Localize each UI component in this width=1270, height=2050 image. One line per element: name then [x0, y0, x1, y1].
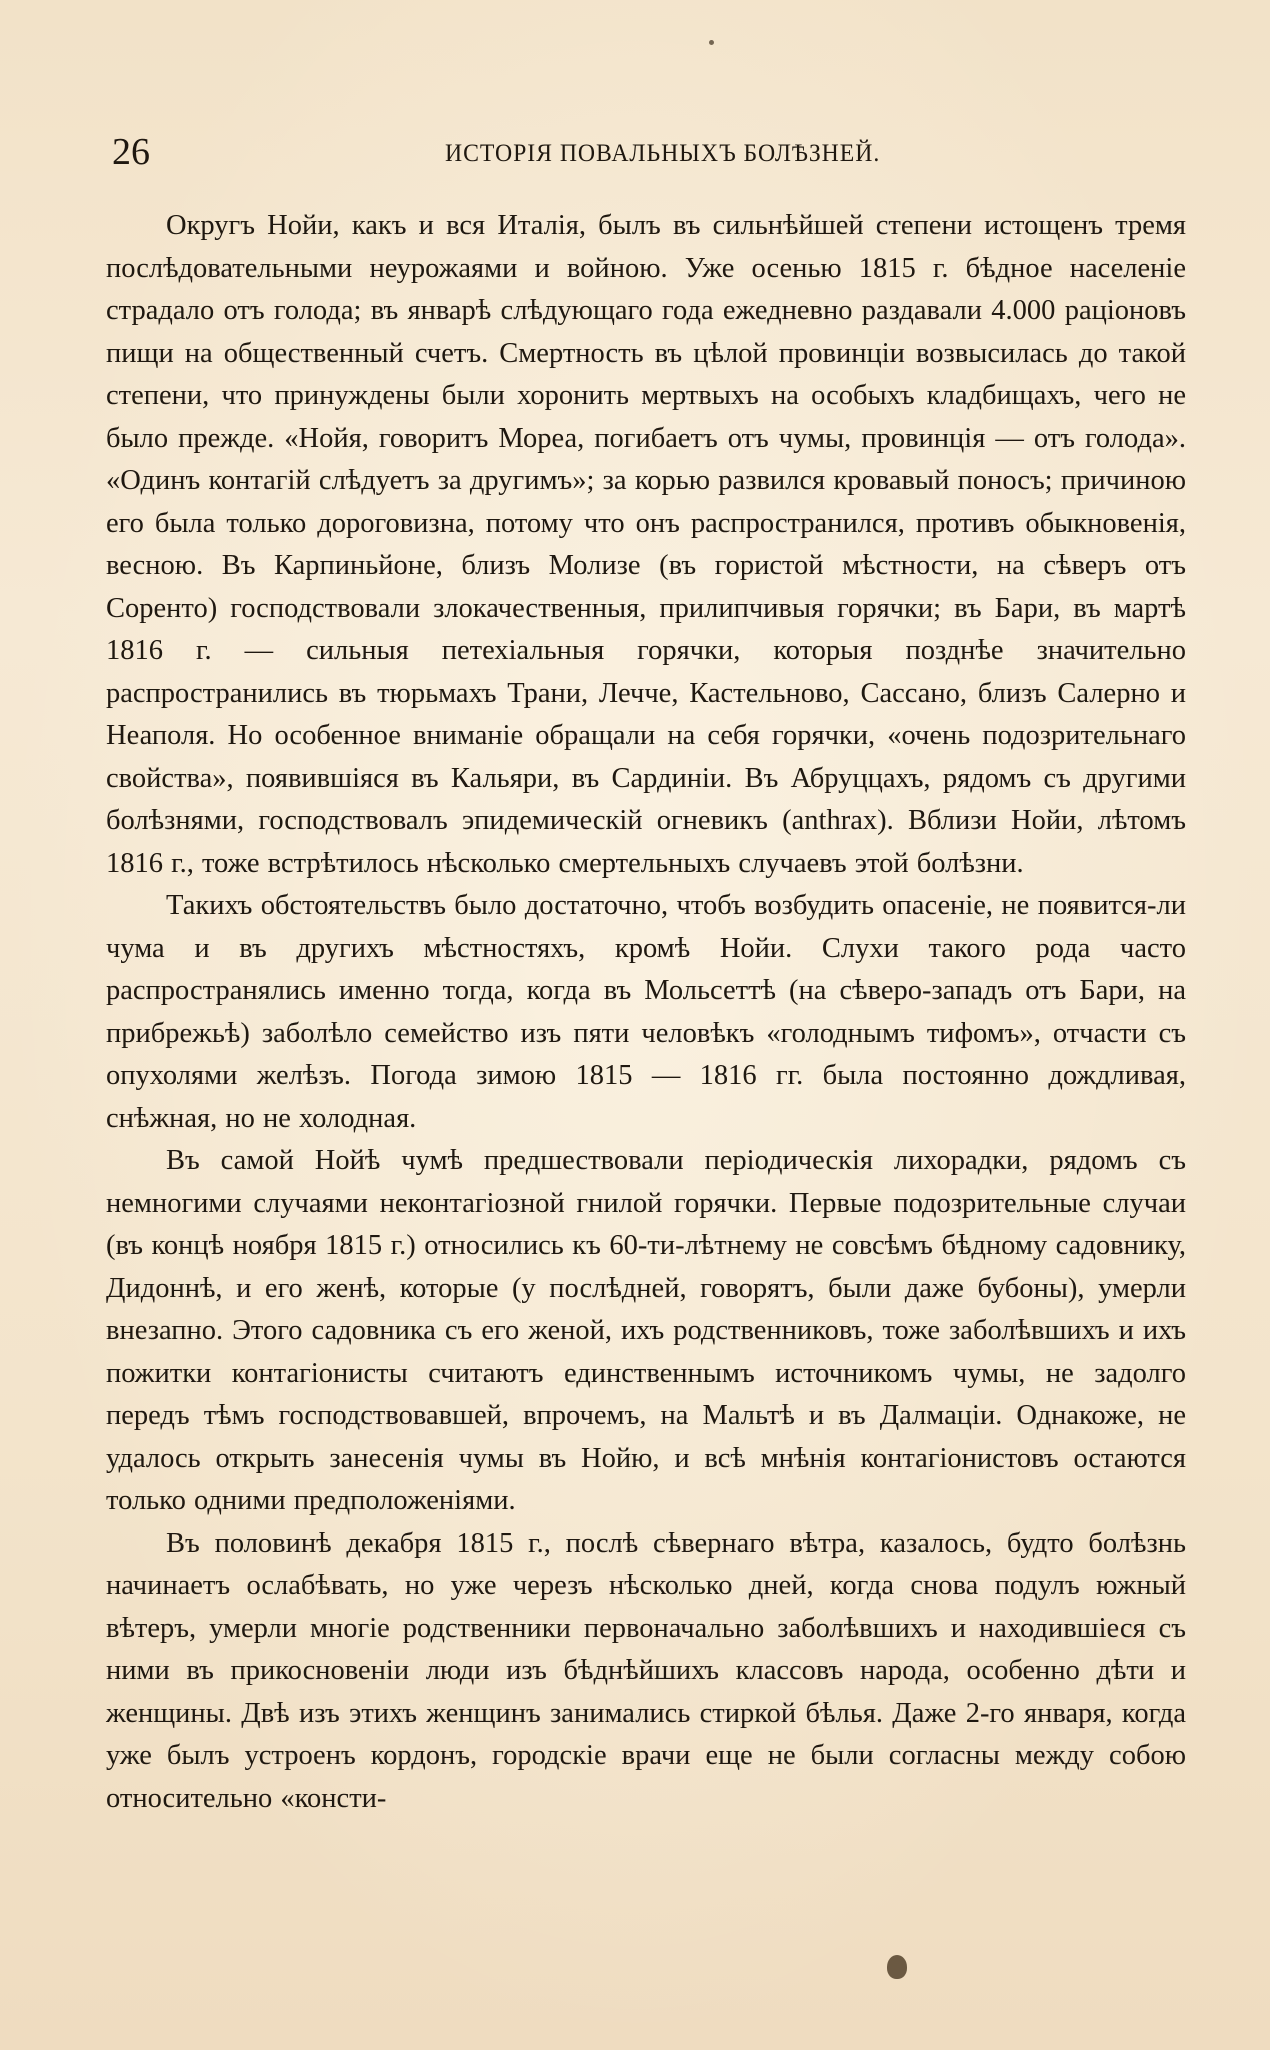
paragraph: Въ самой Нойѣ чумѣ предшествовали періодическія лихорадки, рядомъ съ немногими случаями неконтагіозной гнилой горячки. Первые подозрительные случаи (въ концѣ ноября 1815 г.) относились къ 60-ти-лѣтнему не совсѣмъ бѣдному садовнику, Дидоннѣ, и его женѣ, которые (у послѣдней, говорятъ, были даже бубоны), умерли внезапно. Этого садовника съ его женой, ихъ родственниковъ, тоже заболѣвшихъ и ихъ пожитки контагіонисты считаютъ единственнымъ источникомъ чумы, не задолго передъ тѣмъ господствовавшей, впрочемъ, на Мальтѣ и въ Далмаціи. Однакоже, не удалось открыть занесенія чумы въ Нойю, и всѣ мнѣнія контагіонистовъ остаются только одними предположеніями.: [106, 1145, 1186, 1516]
ink-blot: [887, 1955, 907, 1979]
page-number: 26: [112, 131, 150, 173]
paragraph: Округъ Нойи, какъ и вся Италія, былъ въ сильнѣйшей степени истощенъ тремя послѣдовательными неурожаями и войною. Уже осенью 1815 г. бѣдное населеніе страдало отъ голода; въ январѣ слѣдующаго года ежедневно раздавали 4.000 раціоновъ пищи на общественный счетъ. Смертность въ цѣлой провинціи возвысилась до такой степени, что принуждены были хоронить мертвыхъ на особыхъ кладбищахъ, чего не было прежде. «Нойя, говоритъ Мореа, погибаетъ отъ чумы, провинція — отъ голода». «Одинъ контагій слѣдуетъ за другимъ»; за корью развился кровавый поносъ; причиною его была только дороговизна, потому что онъ распространился, противъ обыкновенія, весною. Въ Карпиньйоне, близъ Молизе (въ гористой мѣстности, на сѣверъ отъ Соренто) господствовали злокачественныя, прилипчивыя горячки; въ Бари, въ мартѣ 1816 г. — сильныя петехіальныя горячки, которыя позднѣе значительно распространились въ тюрьмахъ Трани, Лечче, Кастельново, Сассано, близъ Салерно и Неаполя. Но особенное вниманіе обращали на себя горячки, «очень подозрительнаго свойства», появившіяся въ Кальяри, въ Сардиніи. Въ Абруццахъ, рядомъ съ другими болѣзнями, господствовалъ эпидемическій огневикъ (anthrax). Вблизи Нойи, лѣтомъ 1816 г., тоже встрѣтилось нѣсколько смертельныхъ случаевъ этой болѣзни.: [106, 210, 1186, 879]
paragraph: Въ половинѣ декабря 1815 г., послѣ сѣвернаго вѣтра, казалось, будто болѣзнь начинаетъ ослабѣвать, но уже черезъ нѣсколько дней, когда снова подулъ южный вѣтеръ, умерли многіе родственники первоначально заболѣвшихъ и находившіеся съ ними въ прикосновеніи люди изъ бѣднѣйшихъ классовъ народа, особенно дѣти и женщины. Двѣ изъ этихъ женщинъ занимались стиркой бѣлья. Даже 2-го января, когда уже былъ устроенъ кордонъ, городскіе врачи еще не были согласны между собою относительно «консти-: [106, 1527, 1186, 1814]
page-header: [110, 130, 1190, 174]
running-head: ИСТОРІЯ ПОВАЛЬНЫХЪ БОЛѢЗНЕЙ.: [445, 140, 881, 167]
body-text: [106, 205, 1186, 1820]
ink-speck: [709, 40, 714, 45]
paragraph: Такихъ обстоятельствъ было достаточно, чтобъ возбудить опасеніе, не появится-ли чума и въ другихъ мѣстностяхъ, кромѣ Нойи. Слухи такого рода часто распространялись именно тогда, когда въ Мольсеттѣ (на сѣверо-западъ отъ Бари, на прибрежьѣ) заболѣло семейство изъ пяти человѣкъ «голоднымъ тифомъ», отчасти съ опухолями желѣзъ. Погода зимою 1815 — 1816 гг. была постоянно дождливая, снѣжная, но не холодная.: [106, 890, 1186, 1134]
